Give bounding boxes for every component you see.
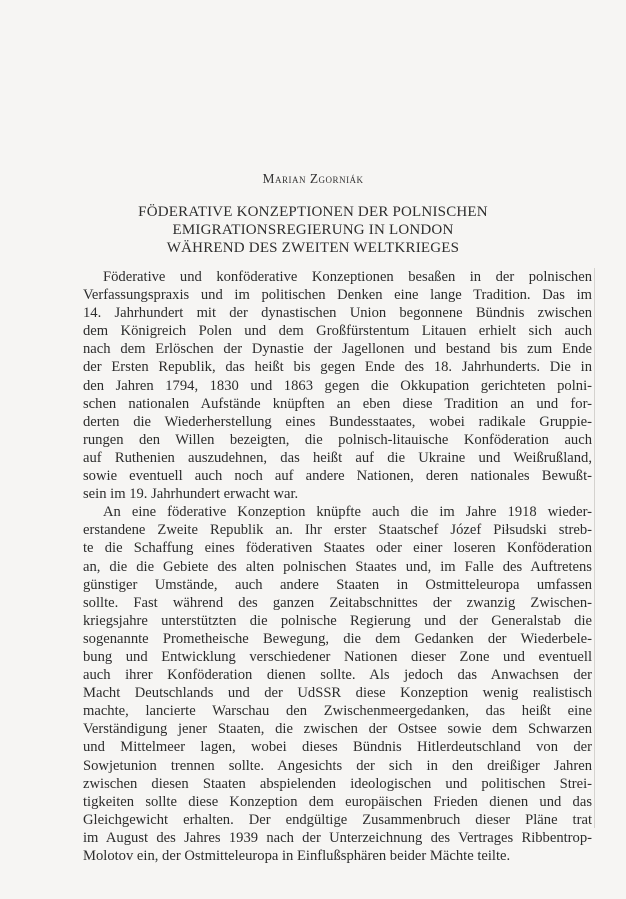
text-line: tigkeiten sollte diese Konzeption dem europäischen Frieden dienen und das (83, 793, 592, 810)
article-body (83, 268, 592, 865)
text-line: bung und Entwicklung verschiedener Nationen dieser Zone und eventuell (83, 648, 592, 665)
title-line: WÄHREND DES ZWEITEN WELTKRIEGES (166, 240, 460, 256)
paragraph-2 (83, 503, 592, 865)
text-line: Macht Deutschlands und der UdSSR diese Konzeption wenig realistisch (83, 685, 592, 702)
text-line: der Ersten Republik, das heißt bis gegen Ende des 18. Jahrhunderts. Die in (83, 359, 592, 376)
text-line: sowie eventuell auch noch auf andere Nationen, deren nationales Bewußt- (83, 468, 592, 485)
text-line: Verfassungspraxis und im politischen Denken eine lange Tradition. Das im (83, 287, 592, 304)
text-line: Gleichgewicht erhalten. Der endgültige Zusammenbruch dieser Pläne trat (83, 811, 592, 828)
text-line: dem Königreich Polen und dem Großfürstentum Litauen erhielt sich auch (83, 323, 592, 340)
text-line: kriegsjahre unterstützten die polnische Regierung und der Generalstab die (83, 612, 592, 629)
text-line: machte, lancierte Warschau den Zwischenmeergedanken, das heißt eine (83, 703, 592, 720)
paper-edge-line (594, 268, 595, 828)
text-line: sollte. Fast während des ganzen Zeitabschnittes der zwanzig Zwischen- (83, 594, 592, 611)
text-line: zwischen diesen Staaten abspielenden ideologischen und politischen Strei- (83, 775, 592, 792)
text-line: erstandene Zweite Republik an. Ihr erster Staatschef Józef Piłsudski streb- (83, 522, 592, 539)
text-line: den Jahren 1794, 1830 und 1863 gegen die Okkupation gerichteten polni- (83, 377, 592, 394)
text-line: auf Ruthenien auszudehnen, das heißt auf die Ukraine und Weißrußland, (83, 449, 592, 466)
text-line: Föderative und konföderative Konzeptionen besaßen in der polnischen (103, 269, 592, 285)
article-title (0, 203, 626, 257)
title-line: FÖDERATIVE KONZEPTIONEN DER POLNISCHEN (138, 204, 488, 220)
text-line: schen nationalen Aufstände knüpften an eben diese Tradition an und for- (83, 395, 592, 412)
text-line: rungen den Willen bezeigten, die polnisch-litauische Konföderation auch (83, 431, 592, 448)
text-line: nach dem Erlöschen der Dynastie der Jagellonen und bestand bis zum Ende (83, 341, 592, 358)
text-line: derten die Wiederherstellung eines Bundesstaates, wobei radikale Gruppie- (83, 413, 592, 430)
title-line: EMIGRATIONSREGIERUNG IN LONDON (172, 222, 454, 238)
text-line: te die Schaffung eines föderativen Staates oder einer loseren Konföderation (83, 540, 592, 557)
paragraph-1 (83, 268, 592, 503)
text-line: Verständigung jener Staaten, die zwischen der Ostsee sowie dem Schwarzen (83, 721, 592, 738)
text-line: und Mittelmeer lagen, wobei dieses Bündnis Hitlerdeutschland von der (83, 739, 592, 756)
author-name: Marian Zgorniák (262, 171, 364, 186)
text-line: An eine föderative Konzeption knüpfte auch die im Jahre 1918 wieder- (103, 504, 592, 521)
text-line: Sowjetunion trennen sollte. Angesichts der sich in den dreißiger Jahren (83, 757, 592, 774)
text-line: 14. Jahrhundert mit der dynastischen Union begonnene Bündnis zwischen (83, 305, 592, 322)
text-line: im August des Jahres 1939 nach der Unterzeichnung des Vertrages Ribbentrop- (83, 829, 592, 846)
text-line: sogenannte Prometheische Bewegung, die dem Gedanken der Wiederbele- (83, 630, 592, 647)
text-line: an, die die Gebiete des alten polnischen Staates und, im Falle des Auftretens (83, 558, 592, 575)
text-line: günstiger Umstände, auch andere Staaten in Ostmitteleuropa umfassen (83, 576, 592, 593)
text-line: auch ihrer Konföderation dienen sollte. Als jedoch das Anwachsen der (83, 667, 592, 684)
text-line: Molotov ein, der Ostmitteleuropa in Einflußsphären beider Mächte teilte. (83, 848, 511, 864)
text-line: sein im 19. Jahrhundert erwacht war. (83, 486, 299, 503)
